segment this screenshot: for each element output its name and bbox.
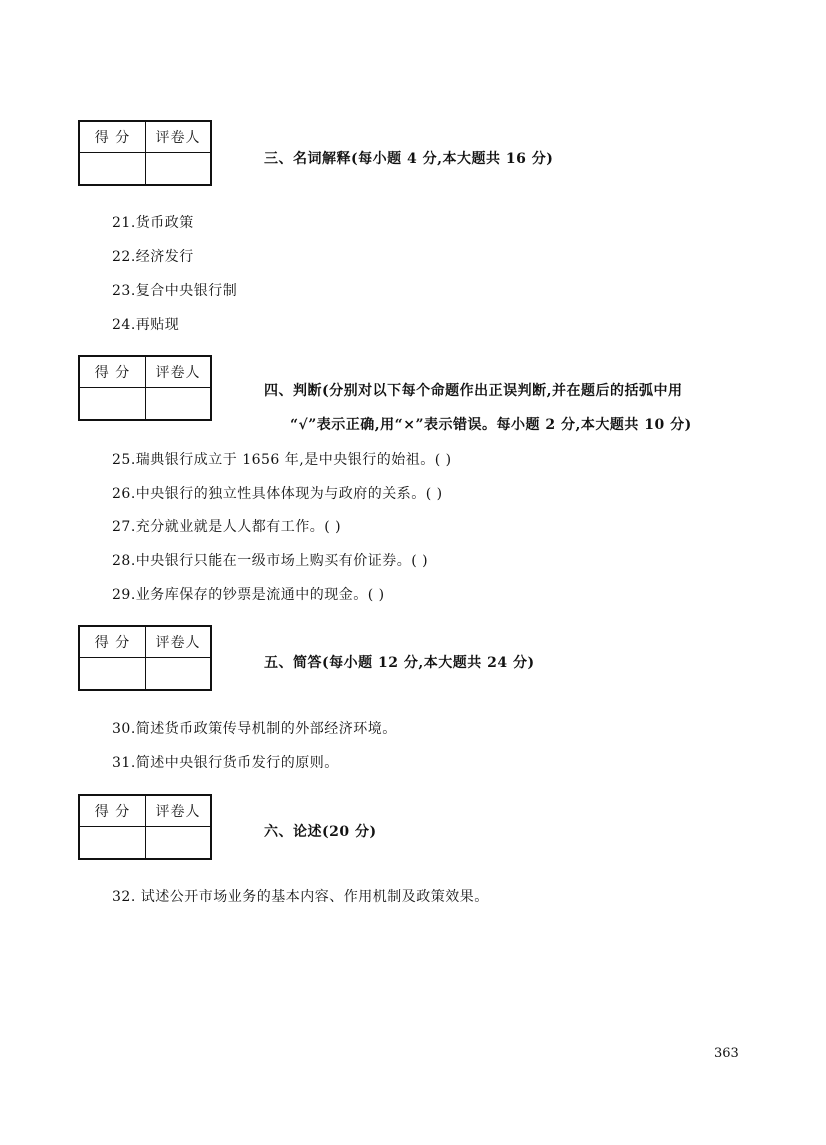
question-28: 28.中央银行只能在一级市场上购买有价证券。( ): [112, 553, 429, 569]
score-input[interactable]: [80, 827, 146, 858]
section-4-title: 四、判断(分别对以下每个命题作出正误判断,并在题后的括弧中用: [264, 383, 683, 399]
score-label: 得 分: [80, 357, 146, 388]
section-5-title: 五、简答(每小题 12 分,本大题共 24 分): [264, 655, 535, 671]
grader-label: 评卷人: [146, 627, 210, 658]
section-4-title-line2: “√”表示正确,用“×”表示错误。每小题 2 分,本大题共 10 分): [290, 417, 692, 433]
question-26: 26.中央银行的独立性具体体现为与政府的关系。( ): [112, 486, 443, 502]
score-label: 得 分: [80, 122, 146, 153]
question-22: 22.经济发行: [112, 249, 194, 265]
grader-label: 评卷人: [146, 796, 210, 827]
question-23: 23.复合中央银行制: [112, 283, 238, 299]
question-31: 31.简述中央银行货币发行的原则。: [112, 755, 339, 771]
question-27: 27.充分就业就是人人都有工作。( ): [112, 519, 342, 535]
question-30: 30.简述货币政策传导机制的外部经济环境。: [112, 721, 397, 737]
grader-input[interactable]: [146, 658, 210, 689]
grader-input[interactable]: [146, 153, 210, 184]
score-box-section-4: [78, 355, 212, 421]
question-29: 29.业务库保存的钞票是流通中的现金。( ): [112, 587, 385, 603]
question-21: 21.货币政策: [112, 215, 194, 231]
score-label: 得 分: [80, 627, 146, 658]
question-25: 25.瑞典银行成立于 1656 年,是中央银行的始祖。( ): [112, 452, 452, 468]
question-24: 24.再贴现: [112, 317, 180, 333]
score-label: 得 分: [80, 796, 146, 827]
score-box-section-5: [78, 625, 212, 691]
score-box-section-3: [78, 120, 212, 186]
grader-input[interactable]: [146, 827, 210, 858]
section-3-title: 三、名词解释(每小题 4 分,本大题共 16 分): [264, 151, 554, 167]
question-32: 32. 试述公开市场业务的基本内容、作用机制及政策效果。: [112, 889, 489, 905]
section-6-title: 六、论述(20 分): [264, 824, 377, 840]
score-input[interactable]: [80, 658, 146, 689]
score-box-section-6: [78, 794, 212, 860]
page-number: 363: [714, 1046, 739, 1061]
score-input[interactable]: [80, 153, 146, 184]
score-input[interactable]: [80, 388, 146, 419]
grader-input[interactable]: [146, 388, 210, 419]
grader-label: 评卷人: [146, 357, 210, 388]
grader-label: 评卷人: [146, 122, 210, 153]
